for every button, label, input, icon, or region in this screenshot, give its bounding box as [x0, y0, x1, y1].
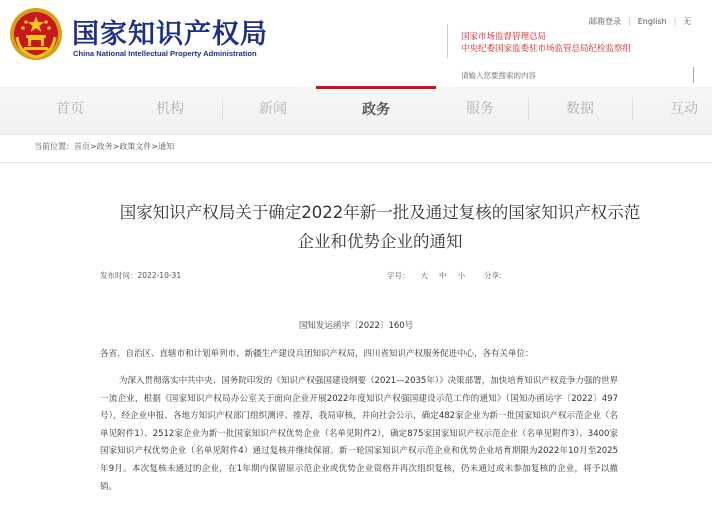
top-link-divider: | — [673, 17, 677, 26]
nav-divider — [222, 100, 223, 120]
nav-divider — [632, 100, 633, 120]
share-label[interactable]: 分享: — [484, 271, 502, 280]
font-size-large-button[interactable]: 大 — [420, 271, 428, 280]
main-nav — [0, 86, 712, 135]
agency-links — [461, 31, 631, 55]
breadcrumb[interactable]: 当前位置：首页>政务>政策文件>通知 — [34, 142, 175, 151]
article-title-line-1: 国家知识产权局关于确定2022年新一批及通过复核的国家知识产权示范 — [119, 203, 641, 222]
nav-item-government-affairs[interactable]: 政务 — [316, 86, 436, 137]
article-paragraph: 为深入贯彻落实中共中央、国务院印发的《知识产权强国建设纲要（2021—2035年）》决策部署，加快培育知识产权竞争力强的世界一流企业，根据《国家知识产权局办公室关于面向企业开展2022年度知识产权强国建设示范工作的通知》（国知办函运字〔2022〕497号），经企业申报、各地方知识产权部门组织测评、推荐，我局审核，并向社会公示，确定482家企业为新一批国家知识产权示范企业（名单见附件1）、2512家企业为新一批国家知识产权优势企业（名单见附件2），确定875家国家知识产权示范企业（名单见附件3）、3400家国家知识产权优势企业（名单见附件4）通过复核并继续保留。新一轮国家知识产权示范企业和优势企业培育期限为2022年10月至2025年9月。本次复核未通过的企业，在1年期内保留原示范企业或优势企业资格并再次组织复核，仍未通过或未参加复核的企业，将予以撤销。 — [100, 376, 618, 492]
accessibility-link[interactable]: 无 — [683, 17, 692, 26]
search-box[interactable] — [461, 67, 694, 83]
header-divider — [447, 24, 448, 58]
font-size-medium-button[interactable]: 中 — [439, 271, 447, 280]
nav-item-home[interactable]: 首页 — [56, 101, 84, 117]
font-size-controls — [387, 270, 476, 281]
mail-login-link[interactable]: 邮箱登录 — [589, 17, 621, 26]
logo-english-name[interactable]: China National Intellectual Property Administration — [73, 49, 257, 58]
article-title — [80, 198, 680, 256]
nav-item-news[interactable]: 新闻 — [259, 101, 287, 117]
nav-item-interaction[interactable]: 互动 — [670, 101, 698, 117]
agency-link-discipline[interactable]: 中央纪委国家监委驻市场监管总局纪检监察组 — [461, 44, 632, 54]
agency-link-samr[interactable]: 国家市场监督管理总局 — [461, 32, 547, 42]
search-input[interactable]: 请输入您要搜索的内容 — [461, 71, 536, 80]
document-number: 国知发运函字〔2022〕160号 — [298, 321, 414, 331]
nav-item-organization[interactable]: 机构 — [156, 101, 184, 117]
top-link-divider: | — [628, 17, 631, 26]
breadcrumb-divider — [0, 162, 712, 163]
english-link[interactable]: English — [637, 17, 667, 26]
national-emblem-icon — [9, 7, 63, 61]
font-size-label: 字号： — [387, 271, 410, 280]
publish-date: 发布时间：2022-10-31 — [100, 271, 182, 280]
nav-item-data[interactable]: 数据 — [566, 101, 594, 117]
salutation: 各省、自治区、直辖市和计划单列市、新疆生产建设兵团知识产权局，四川省知识产权服务促进中心，各有关单位： — [100, 349, 534, 359]
font-size-small-button[interactable]: 小 — [457, 271, 465, 280]
logo-chinese-name[interactable]: 国家知识产权局 — [72, 19, 268, 50]
search-divider — [693, 67, 694, 83]
nav-item-services[interactable]: 服务 — [466, 101, 494, 117]
site-header — [0, 0, 712, 86]
article-title-line-2: 企业和优势企业的通知 — [297, 232, 463, 251]
nav-divider — [528, 100, 529, 120]
top-links — [589, 16, 691, 27]
